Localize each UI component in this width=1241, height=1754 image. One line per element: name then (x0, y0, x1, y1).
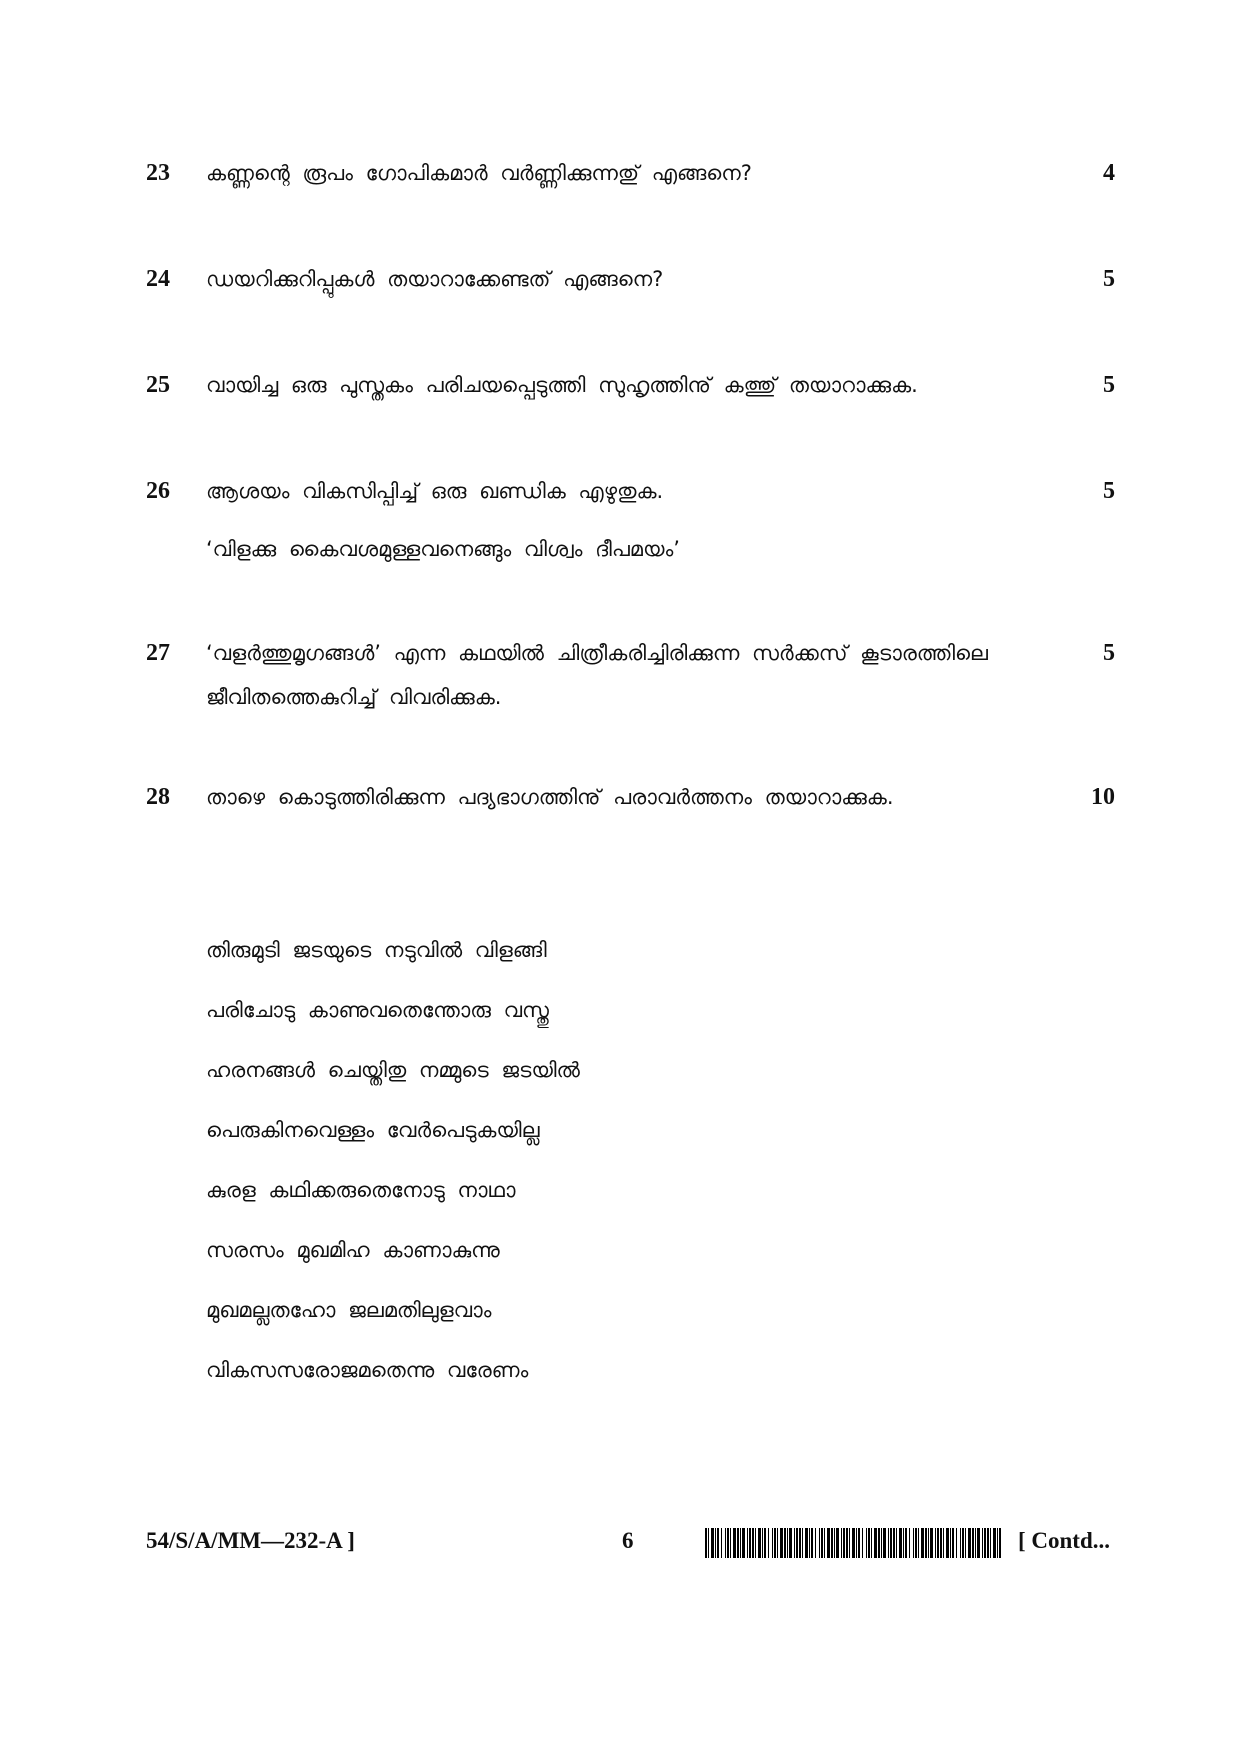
poem-line: വികസസരോജമതെന്നു വരേണം (206, 1358, 529, 1382)
question-marks: 4 (1103, 160, 1115, 186)
question-text: ആശയം വികസിപ്പിച്ച് ഒരു ഖണ്ഡിക എഴുതുക. (206, 479, 664, 503)
question-marks: 5 (1103, 266, 1115, 292)
question-marks: 5 (1103, 478, 1115, 504)
paper-code: 54/S/A/MM—232-A ] (146, 1528, 355, 1553)
question-text: വായിച്ച ഒരു പുസ്തകം പരിചയപ്പെടുത്തി സുഹൃത്തിനു് കത്തു് തയാറാക്കുക. (206, 373, 918, 397)
question-marks: 5 (1103, 372, 1115, 398)
barcode-icon (705, 1528, 1001, 1558)
question-text: താഴെ കൊടുത്തിരിക്കുന്ന പദ്യഭാഗത്തിനു് പരാവർത്തനം തയാറാക്കുക. (206, 785, 894, 809)
question-number: 28 (146, 784, 170, 810)
question-text: ‘വളർത്തുമൃഗങ്ങൾ’ എന്ന കഥയിൽ ചിത്രീകരിച്ചിരിക്കുന്ന സർക്കസ് കൂടാരത്തിലെ (206, 641, 988, 665)
poem-line: പരിചോടു കാണുവതെന്തോരു വസ്തു (206, 998, 549, 1022)
page-number: 6 (622, 1528, 634, 1553)
quote-text: ‘വിളക്കു കൈവശമുള്ളവനെങ്ങും വിശ്വം ദീപമയം’ (206, 537, 680, 561)
question-number: 26 (146, 478, 170, 504)
poem-line: കുരള കഥിക്കരുതെനോടു നാഥാ (206, 1178, 516, 1202)
question-number: 24 (146, 266, 170, 292)
question-number: 27 (146, 640, 170, 666)
poem-line: സരസം മുഖമിഹ കാണാകുന്നു (206, 1238, 500, 1262)
poem-line: മുഖമല്ലതഹോ ജലമതിലുളവാം (206, 1298, 492, 1322)
poem-line: തിരുമുടി ജടയുടെ നടുവിൽ വിളങ്ങി (206, 938, 547, 962)
question-number: 25 (146, 372, 170, 398)
poem-line: ഹരനങ്ങൾ ചെയ്തിതു നമ്മുടെ ജടയിൽ (206, 1058, 580, 1082)
question-text: കണ്ണന്റെ രൂപം ഗോപികമാർ വർണ്ണിക്കുന്നതു് എങ്ങനെ? (206, 161, 752, 185)
question-text: ഡയറിക്കുറിപ്പുകൾ തയാറാക്കേണ്ടത് എങ്ങനെ? (206, 267, 664, 291)
poem-line: പെരുകിനവെള്ളം വേർപെടുകയില്ല (206, 1118, 540, 1142)
question-marks: 10 (1091, 784, 1115, 810)
continued-label: [ Contd... (1018, 1528, 1111, 1553)
question-marks: 5 (1103, 640, 1115, 666)
question-text-continued: ജീവിതത്തെകുറിച്ച് വിവരിക്കുക. (206, 685, 502, 709)
question-number: 23 (146, 160, 170, 186)
